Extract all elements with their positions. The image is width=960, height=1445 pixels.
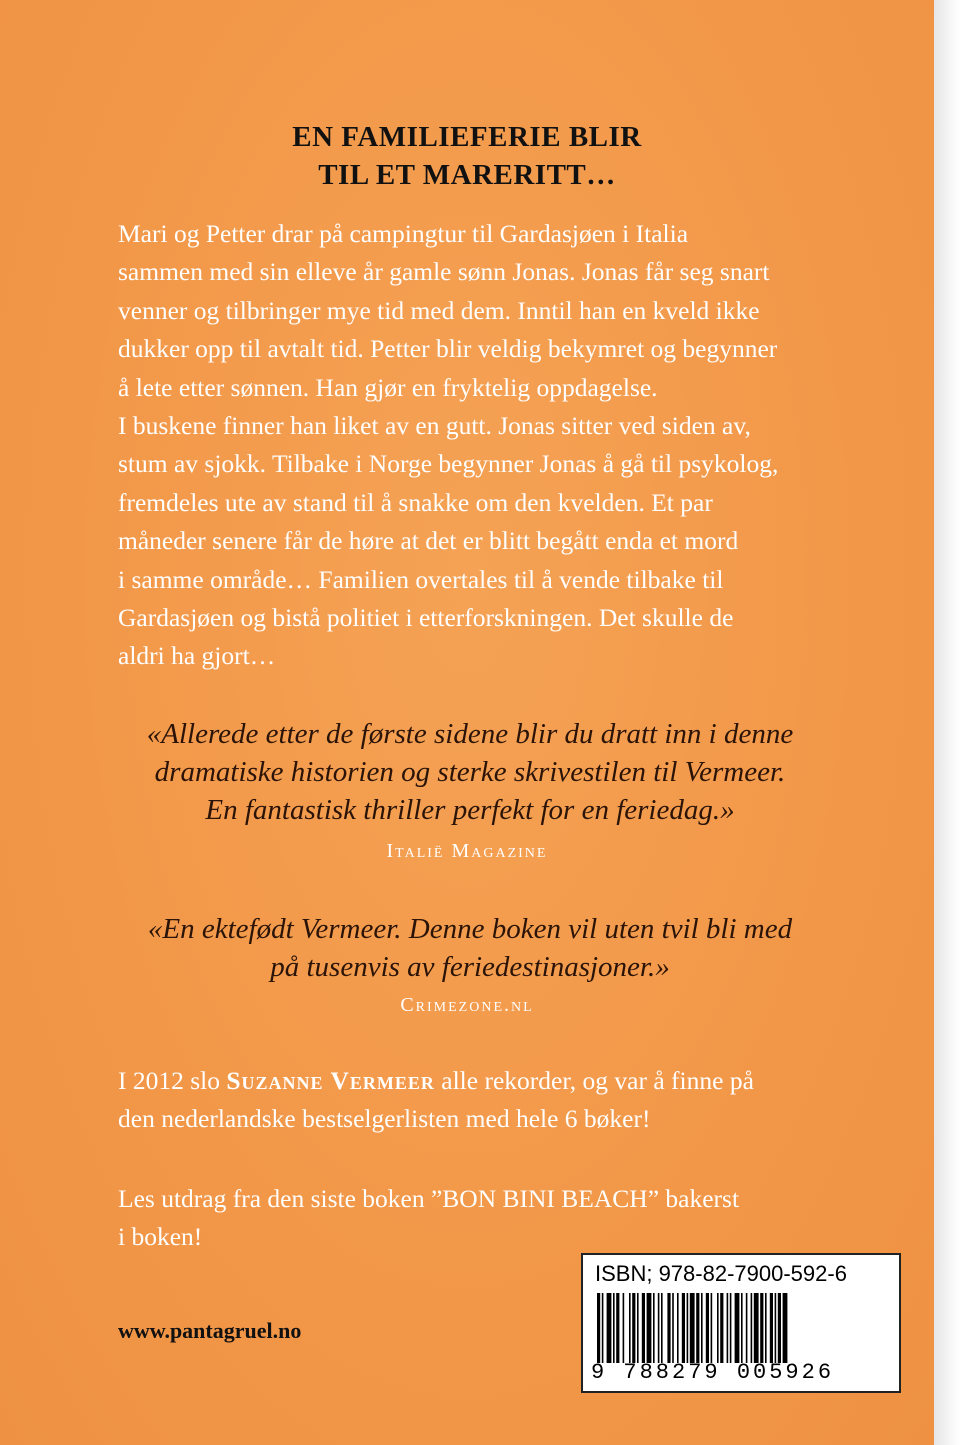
barcode-bar <box>672 1293 674 1363</box>
barcode-bar <box>647 1293 652 1363</box>
barcode-bar <box>775 1293 777 1363</box>
synopsis-line: I buskene finner han liket av en gutt. Jonas sitter ved siden av, <box>118 411 751 441</box>
excerpt-note-line-1: Les utdrag fra den siste boken ”BON BINI BEACH” bakerst <box>118 1184 740 1213</box>
barcode-bar <box>717 1293 719 1363</box>
quote-line: «En ektefødt Vermeer. Denne boken vil uten tvil bli med <box>147 913 793 945</box>
synopsis-line: måneder senere får de høre at det er blitt begått enda et mord <box>118 526 739 556</box>
barcode-bar <box>597 1293 600 1363</box>
review-source-2: Crimezone.nl <box>400 994 534 1016</box>
synopsis-line: dukker opp til avtalt tid. Petter blir veldig bekymret og begynner <box>118 334 778 364</box>
excerpt-note-line-2: i boken! <box>118 1222 203 1251</box>
barcode-bar <box>706 1293 709 1363</box>
barcode-bar <box>696 1293 699 1363</box>
publisher-website: www.pantagruel.no <box>118 1318 302 1343</box>
barcode-bar <box>687 1293 689 1363</box>
synopsis-line: å lete etter sønnen. Han gjør en fryktelig oppdagelse. <box>118 372 658 402</box>
barcode-bar <box>658 1293 660 1363</box>
barcode-bar <box>637 1293 639 1363</box>
author-name: Suzanne Vermeer <box>226 1066 435 1095</box>
barcode-bar <box>751 1293 753 1363</box>
headline-line-1: EN FAMILIEFERIE BLIR <box>292 121 642 153</box>
barcode-bar <box>682 1293 685 1363</box>
barcode-bar <box>765 1293 767 1363</box>
author-note-prefix: I 2012 slo <box>118 1066 227 1095</box>
synopsis-line: sammen med sin elleve år gamle sønn Jonas. Jonas får seg snart <box>118 257 770 287</box>
barcode-bar <box>770 1293 773 1363</box>
barcode-bar <box>667 1293 670 1363</box>
isbn-barcode <box>581 1253 901 1393</box>
barcode-bar <box>746 1293 748 1363</box>
quote-line: «Allerede etter de første sidene blir du dratt inn i denne <box>146 718 794 750</box>
barcode-bar <box>778 1293 781 1363</box>
barcode-bar <box>690 1293 695 1363</box>
page-edge <box>934 0 960 1445</box>
barcode-bars <box>595 1293 889 1363</box>
synopsis-line: fremdeles ute av stand til å snakke om den kvelden. Et par <box>118 487 713 517</box>
barcode-bar <box>642 1293 645 1363</box>
barcode-bar <box>711 1293 713 1363</box>
synopsis-line: Gardasjøen og bistå politiet i etterforskningen. Det skulle de <box>118 603 734 633</box>
barcode-bar <box>727 1293 729 1363</box>
barcode-bar <box>629 1293 631 1363</box>
barcode-bar <box>661 1293 663 1363</box>
headline-line-2: TIL ET MARERITT… <box>318 159 616 191</box>
barcode-bar <box>701 1293 703 1363</box>
barcode-bar <box>735 1293 740 1363</box>
barcode-bar <box>602 1293 604 1363</box>
barcode-digits: 9 788279 005926 <box>591 1360 835 1385</box>
review-quote-1 <box>100 715 840 829</box>
barcode-bar <box>760 1293 763 1363</box>
barcode-bar <box>730 1293 732 1363</box>
synopsis-line: venner og tilbringer mye tid med dem. Inntil han en kveld ikke <box>118 295 760 325</box>
barcode-bar <box>632 1293 635 1363</box>
barcode-bar <box>741 1293 743 1363</box>
barcode-bar <box>720 1293 723 1363</box>
barcode-bar <box>653 1293 655 1363</box>
review-quote-2 <box>100 910 840 986</box>
barcode-bar <box>616 1293 619 1363</box>
review-source-1: Italië Magazine <box>386 840 548 862</box>
barcode-bar <box>623 1293 625 1363</box>
author-note <box>118 1062 838 1138</box>
barcode-bar <box>754 1293 759 1363</box>
author-note-suffix: alle rekorder, og var å finne på <box>434 1066 754 1095</box>
barcode-bar <box>613 1293 615 1363</box>
quote-line: på tusenvis av feriedestinasjoner.» <box>270 951 670 983</box>
barcode-bar <box>607 1293 612 1363</box>
barcode-bar <box>677 1293 679 1363</box>
barcode-bar <box>783 1293 788 1363</box>
author-note-line-2: den nederlandske bestselgerlisten med hele 6 bøker! <box>118 1104 651 1133</box>
synopsis-line: Mari og Petter drar på campingtur til Gardasjøen i Italia <box>118 219 689 248</box>
synopsis-line: i samme område… Familien overtales til å vende tilbake til <box>118 564 724 594</box>
excerpt-note <box>118 1180 838 1256</box>
headline <box>0 118 934 194</box>
synopsis <box>118 215 838 676</box>
isbn-label: ISBN; 978-82-7900-592-6 <box>595 1261 847 1286</box>
synopsis-line: aldri ha gjort… <box>118 641 276 671</box>
quote-line: dramatiske historien og sterke skrivestilen til Vermeer. <box>154 756 786 788</box>
synopsis-line: stum av sjokk. Tilbake i Norge begynner Jonas å gå til psykolog, <box>118 449 779 479</box>
quote-line: En fantastisk thriller perfekt for en feriedag.» <box>205 794 735 826</box>
